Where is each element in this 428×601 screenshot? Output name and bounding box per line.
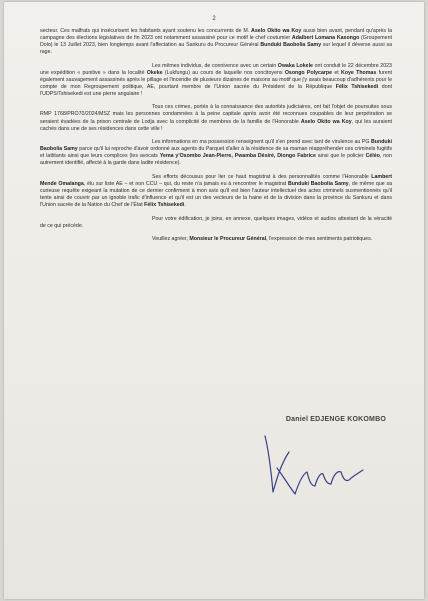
text-run: . [184,201,186,208]
document-page [4,2,424,599]
paragraph [40,236,392,243]
text-run: secteur. Ces malfrats qui insécurisent les habitants ayant soutenu les concurrents de M. [40,28,252,34]
paragraph [40,174,392,209]
paragraph [40,28,392,56]
text-run: aussi bien avant, pendant qu'après la campagne des élections législatives de fin 2023 ont notamment assassiné pour ce motif le chef coutumier [40,28,392,42]
paragraph [40,63,392,98]
bold-text: Céléo [365,153,380,160]
paragraph [40,216,392,230]
text-run: , non autrement identifié, affecté à la garde dans ladite résidence). [40,153,392,167]
bold-text: Okeke [146,69,163,76]
text-run: Tous ces crimes, portés à la connaissance des autorités judiciaires, ont fait l'objet de poursuites sous RMP 1768/PRO70/2024/MSZ mais les personnes condamnées à la peine capitale après avoir été reconnues coupables de leur perpétration se seraient évadées de la prison centrale de Lodja avec la complicité de membres de la famille de l'Honorable [40,104,392,125]
text-run: ainsi que le policier [315,153,366,160]
text-run: Pour votre édification, je joins, en annexe, quelques images, vidéos et audios attestant de la véracité de ce qui précède. [40,215,392,229]
text-run: Veuillez agréer, [152,236,190,243]
text-run: , de même que sa curieuse requête exigeant la mutation de ce dernier confirment à mon avis qu'il est bien l'auteur intellectuel des actes criminels susmentionnés qu'il tente ainsi de couvrir par un ignoble trafic d'influence et qu'il est un des vecteurs de la haine et de la division dans la province du Sankuru et dans l'Union sacrée de la Nation du Chef de l'État [40,180,393,208]
text-run: , élu sur liste AE – et non CCU – qui, du reste n'a jamais eu à rencontrer le magistrat [83,180,288,187]
bold-text: Lambert Mende Omalanga [40,173,392,187]
signatory-name: Daniel EDJENGE KOKOMBO [285,416,386,423]
bold-text: Aselo Okito wa Koy [251,28,302,34]
text-run: furent également sauvagement assassinés après le pillage et l'incendie de plusieurs dizaines de maisons au motif que j'y avais beaucoup d'adhérents pour le compte de mon Regroupement politique, AE, pourtant membre de l'Union sacrée du Président de la République [40,69,392,90]
bold-text: Owaka Lokele [277,62,313,69]
bold-text: Osongo Polycarpe [284,69,333,76]
page-number: 2 [212,16,216,22]
text-run: Ses efforts décousus pour lier ce haut magistrat à des personnalités comme l'Honorable [152,173,372,180]
bold-text: Aselo Okito wa Koy [300,118,352,125]
text-run: (Lukfungu) au cours de laquelle nos concitoyens [162,69,285,76]
bold-text: Bunduki Baobolia Samy [287,180,349,187]
bold-text: Bunduki Baobolia Samy [40,139,392,153]
bold-text: Félix Tshisekedi [335,83,379,90]
bold-text: Koye Thomas [341,69,377,76]
text-run: , qui les auraient cachés dans une de ses résidences dans cette ville ! [40,118,392,132]
text-run: dont l'UDPS/Tshisekedi est une pierre angulaire ! [40,83,392,97]
text-run: et [332,69,342,76]
bold-text: Monsieur le Procureur Général [189,236,267,243]
letter-body [40,28,392,250]
paragraph [40,104,392,132]
text-run: , l'expression de mes sentiments patriotiques. [266,236,373,243]
text-run: ont conduit le 22 décembre 2023 une expédition « punitive » dans la localité [40,62,392,76]
paragraph [40,139,392,167]
bold-text: Félix Tshisekedi [144,201,185,208]
text-run: (Groupement Dolo) le 13 Juillet 2023, bien longtemps avant l'affectation au Sankuru du Procureur Général [40,35,392,49]
handwritten-signature [259,430,369,505]
bold-text: Yema y'Osombo Jean-Pierre, Pwamba Désiré, Diongo Fabrice [159,153,316,160]
text-run: Les informations en ma possession renseignent qu'il s'en prend avec tant de virulence au PG [152,139,371,146]
bold-text: Adalbert Lomana Kasongo [291,35,360,42]
text-run: parce qu'il lui reproche d'avoir ordonné aux agents du Parquet d'aller à la résidence de sa maman réappréhender ces criminels fugitifs et lattitants ainsi que leurs complices (les avocats [40,146,392,160]
bold-text: Bunduki Baobolia Samy [260,42,322,49]
text-run: sur lequel il déverse aussi sa rage. [40,42,392,56]
text-run: Les mêmes individus, de connivence avec un certain [152,62,278,69]
